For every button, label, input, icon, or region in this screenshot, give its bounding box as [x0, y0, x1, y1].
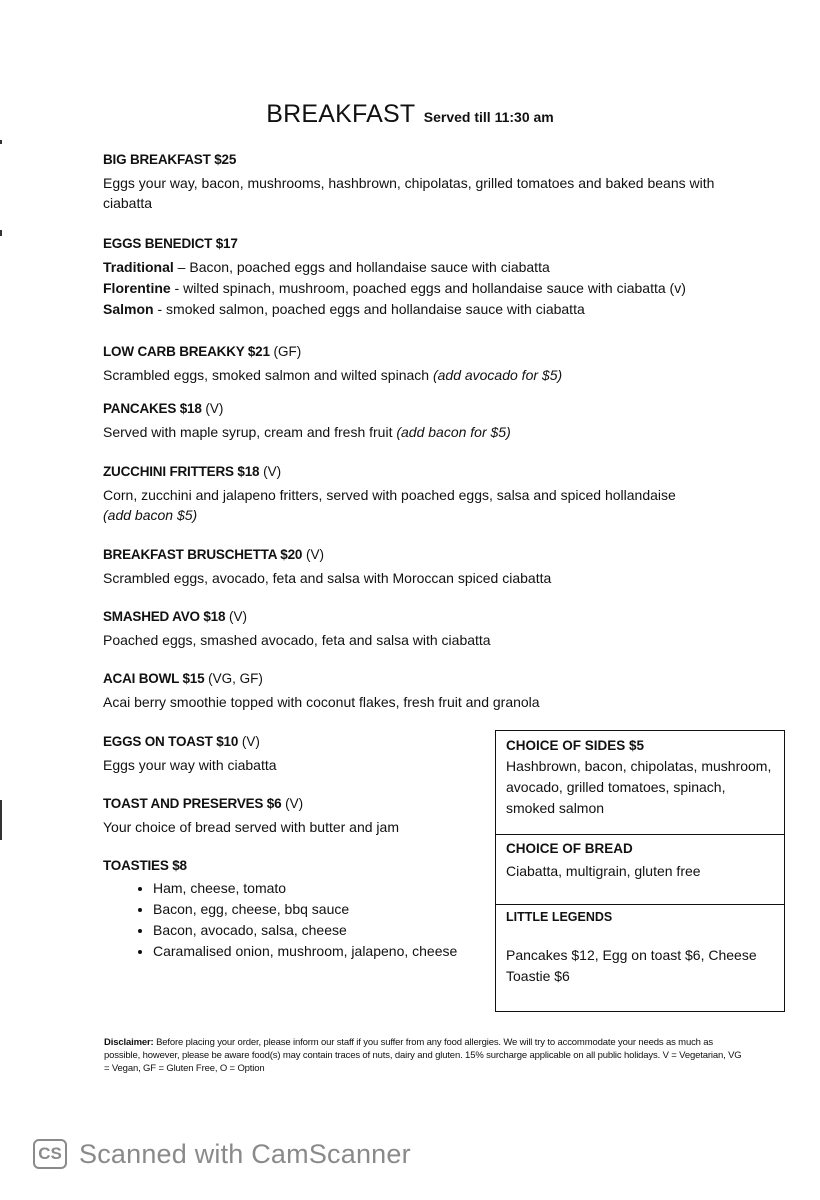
- section-title: CHOICE OF SIDES $5: [506, 738, 645, 753]
- disclaimer-text: Before placing your order, please inform our staff if you suffer from any food allergies. We will try to accommodate your needs as much as possible, however, please be aware food(s) may contain traces of nuts, dairy and gluten. 15% surcharge applicable on all public holidays. V = Vegetarian, VG = Vegan, GF = Gluten Free, O = Option: [104, 1037, 742, 1074]
- legends-section: [496, 907, 784, 987]
- item-tag: (VG, GF): [204, 671, 263, 686]
- benedict-options: [103, 257, 783, 320]
- menu-item-eggs-benedict: [103, 234, 783, 320]
- item-description: Scrambled eggs, smoked salmon and wilted spinach: [103, 367, 433, 383]
- option-label: Traditional: [103, 259, 174, 275]
- option-separator: -: [170, 280, 184, 296]
- menu-item-toasties: [103, 856, 488, 962]
- option-text: wilted spinach, mushroom, poached eggs and hollandaise sauce with ciabatta (v): [183, 280, 686, 296]
- section-text: Hashbrown, bacon, chipolatas, mushroom, avocado, grilled tomatoes, spinach, smoked salmon: [506, 758, 772, 816]
- section-title: CHOICE OF BREAD: [506, 841, 633, 856]
- option-label: Florentine: [103, 280, 171, 296]
- list-item: • Caramalised onion, mushroom, jalapeno, cheese: [153, 941, 488, 962]
- benedict-option: [103, 257, 783, 278]
- item-name: BIG BREAKFAST $25: [103, 152, 237, 167]
- item-description: Eggs your way with ciabatta: [103, 757, 277, 773]
- item-name: LOW CARB BREAKKY $21: [103, 344, 270, 359]
- scan-edge-mark: [0, 800, 2, 840]
- item-note: (add bacon $5): [103, 507, 198, 523]
- item-description: Served with maple syrup, cream and fresh fruit: [103, 424, 397, 440]
- disclaimer-lead: Disclaimer:: [104, 1037, 154, 1048]
- camscanner-watermark: [33, 1136, 411, 1172]
- section-title: LITTLE LEGENDS: [506, 910, 613, 924]
- item-name: SMASHED AVO $18: [103, 609, 226, 624]
- option-separator: –: [173, 259, 190, 275]
- menu-title: BREAKFAST: [266, 100, 416, 128]
- item-description: Corn, zucchini and jalapeno fritters, served with poached eggs, salsa and spiced hollandaise: [103, 487, 676, 503]
- item-description: Your choice of bread served with butter and jam: [103, 819, 399, 835]
- list-item: • Bacon, avocado, salsa, cheese: [153, 920, 488, 941]
- item-description: Acai berry smoothie topped with coconut flakes, fresh fruit and granola: [103, 694, 540, 710]
- item-name: ACAI BOWL $15: [103, 671, 205, 686]
- item-tag: (GF): [269, 344, 302, 359]
- item-note: (add avocado for $5): [432, 367, 563, 383]
- scan-edge-mark: [0, 140, 2, 144]
- item-name: TOASTIES $8: [103, 858, 187, 873]
- item-description: Eggs your way, bacon, mushrooms, hashbrown, chipolatas, grilled tomatoes and baked beans with ciabatta: [103, 175, 715, 211]
- option-text: smoked salmon, poached eggs and hollandaise sauce with ciabatta: [166, 301, 585, 317]
- item-tag: (V): [302, 547, 324, 562]
- item-name: EGGS ON TOAST $10: [103, 734, 239, 749]
- bread-section: [496, 839, 784, 882]
- scan-edge-mark: [0, 230, 2, 236]
- option-label: Salmon: [103, 301, 154, 317]
- menu-item-bruschetta: [103, 544, 783, 588]
- item-name: TOAST AND PRESERVES $6: [103, 796, 282, 811]
- item-note: (add bacon for $5): [396, 424, 511, 440]
- item-name: BREAKFAST BRUSCHETTA $20: [103, 547, 303, 562]
- list-item: • Ham, cheese, tomato: [153, 878, 488, 899]
- option-separator: -: [153, 301, 167, 317]
- sides-box: [495, 730, 785, 1012]
- watermark-text: Scanned with CamScanner: [79, 1138, 411, 1169]
- item-tag: (V): [225, 609, 248, 624]
- item-tag: (V): [201, 401, 224, 416]
- item-tag: (V): [238, 734, 260, 749]
- section-text: Pancakes $12, Egg on toast $6, Cheese Toastie $6: [506, 947, 757, 984]
- menu-item-smashed-avo: [103, 606, 783, 650]
- menu-item-acai-bowl: [103, 668, 783, 712]
- item-tag: (V): [281, 796, 304, 811]
- sides-section: [496, 736, 784, 819]
- menu-item-low-carb: [103, 341, 783, 385]
- item-tag: (V): [259, 464, 282, 479]
- menu-header: [0, 100, 820, 129]
- benedict-option: [103, 278, 783, 299]
- section-text: Ciabatta, multigrain, gluten free: [506, 863, 701, 879]
- menu-item-zucchini-fritters: [103, 461, 783, 525]
- item-description: Scrambled eggs, avocado, feta and salsa with Moroccan spiced ciabatta: [103, 570, 552, 586]
- menu-item-toast-preserves: [103, 793, 483, 837]
- menu-item-big-breakfast: [103, 150, 783, 213]
- menu-subtitle: Served till 11:30 am: [423, 109, 554, 125]
- option-text: Bacon, poached eggs and hollandaise sauce with ciabatta: [189, 259, 550, 275]
- disclaimer: [104, 1036, 744, 1075]
- item-name: ZUCCHINI FRITTERS $18: [103, 464, 260, 479]
- camscanner-logo-icon: CS: [33, 1139, 67, 1169]
- toasties-list: [103, 878, 488, 962]
- item-description: Poached eggs, smashed avocado, feta and salsa with ciabatta: [103, 632, 491, 648]
- menu-item-eggs-on-toast: [103, 731, 483, 775]
- item-name: PANCAKES $18: [103, 401, 202, 416]
- item-name: EGGS BENEDICT $17: [103, 236, 238, 251]
- list-item: • Bacon, egg, cheese, bbq sauce: [153, 899, 488, 920]
- menu-item-pancakes: [103, 398, 783, 442]
- benedict-option: [103, 299, 783, 320]
- box-divider: [496, 834, 784, 835]
- box-divider: [496, 904, 784, 905]
